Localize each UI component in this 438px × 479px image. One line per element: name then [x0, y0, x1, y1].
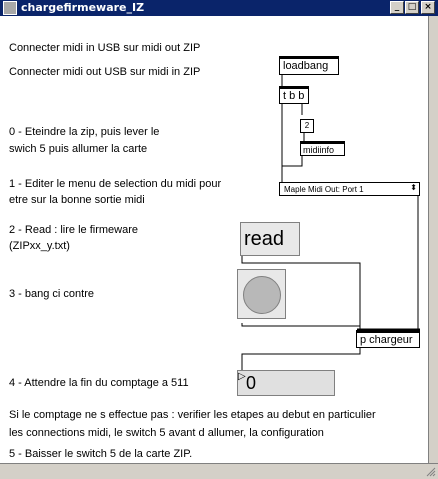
- comment-step0-line2: swich 5 puis allumer la carte: [9, 143, 148, 155]
- trigger-label: t b b: [283, 90, 305, 102]
- title-bar: [0, 0, 438, 16]
- comment-step1-line1: 1 - Editer le menu de selection du midi pour: [9, 178, 222, 190]
- read-message[interactable]: [240, 222, 300, 256]
- comment-step5: 5 - Baisser le switch 5 de la carte ZIP.: [9, 448, 193, 460]
- horizontal-scrollbar[interactable]: [0, 463, 438, 479]
- comment-midi-out: Connecter midi out USB sur midi in ZIP: [9, 66, 201, 78]
- max-patcher-icon: [3, 1, 17, 15]
- number-box-icon: ▷: [238, 371, 246, 382]
- resize-grip-icon[interactable]: [426, 467, 436, 477]
- progress-counter-value: 0: [246, 373, 257, 393]
- comment-step2-line1: 2 - Read : lire le firmeware: [9, 224, 138, 236]
- dropdown-arrow-icon: ⬍: [410, 183, 417, 192]
- maximize-button[interactable]: □: [405, 1, 419, 14]
- midi-output-menu[interactable]: [279, 182, 420, 196]
- cord-chargeur-counter: [242, 348, 360, 370]
- comment-step1-line2: etre sur la bonne sortie midi: [9, 194, 145, 206]
- cord-midiinfo-menu: [282, 156, 302, 182]
- trigger-object[interactable]: [279, 86, 309, 104]
- comment-warning-line1: Si le comptage ne s effectue pas : verifier les etapes au debut en particulier: [9, 409, 376, 421]
- cord-bang-chargeur: [242, 323, 360, 326]
- midiinfo-object[interactable]: [300, 141, 345, 156]
- close-button[interactable]: ×: [421, 1, 435, 14]
- bang-icon: [243, 276, 281, 314]
- message-2-label: 2: [304, 121, 310, 130]
- bang-button[interactable]: [237, 269, 286, 319]
- comment-midi-in: Connecter midi in USB sur midi out ZIP: [9, 42, 201, 54]
- midiinfo-label: midiinfo: [303, 145, 335, 155]
- loadbang-object[interactable]: [279, 56, 339, 75]
- window-title: chargefirmeware_IZ: [21, 1, 145, 14]
- midi-output-selected: Maple Midi Out: Port 1: [284, 185, 364, 194]
- comment-step0-line1: 0 - Eteindre la zip, puis lever le: [9, 126, 160, 138]
- progress-counter[interactable]: [237, 370, 335, 396]
- loadbang-label: loadbang: [283, 60, 329, 72]
- comment-step2-line2: (ZIPxx_y.txt): [9, 240, 70, 252]
- chargeur-subpatch[interactable]: [356, 330, 420, 348]
- comment-warning-line2: les connections midi, le switch 5 avant d allumer, la configuration: [9, 427, 324, 439]
- read-label: read: [244, 228, 285, 250]
- vertical-scrollbar[interactable]: [428, 16, 438, 463]
- chargeur-label: p chargeur: [360, 334, 413, 346]
- comment-step3: 3 - bang ci contre: [9, 288, 94, 300]
- patcher-canvas[interactable]: [0, 16, 428, 463]
- message-2[interactable]: [300, 119, 314, 133]
- comment-step4: 4 - Attendre la fin du comptage a 511: [9, 377, 189, 389]
- minimize-button[interactable]: _: [390, 1, 404, 14]
